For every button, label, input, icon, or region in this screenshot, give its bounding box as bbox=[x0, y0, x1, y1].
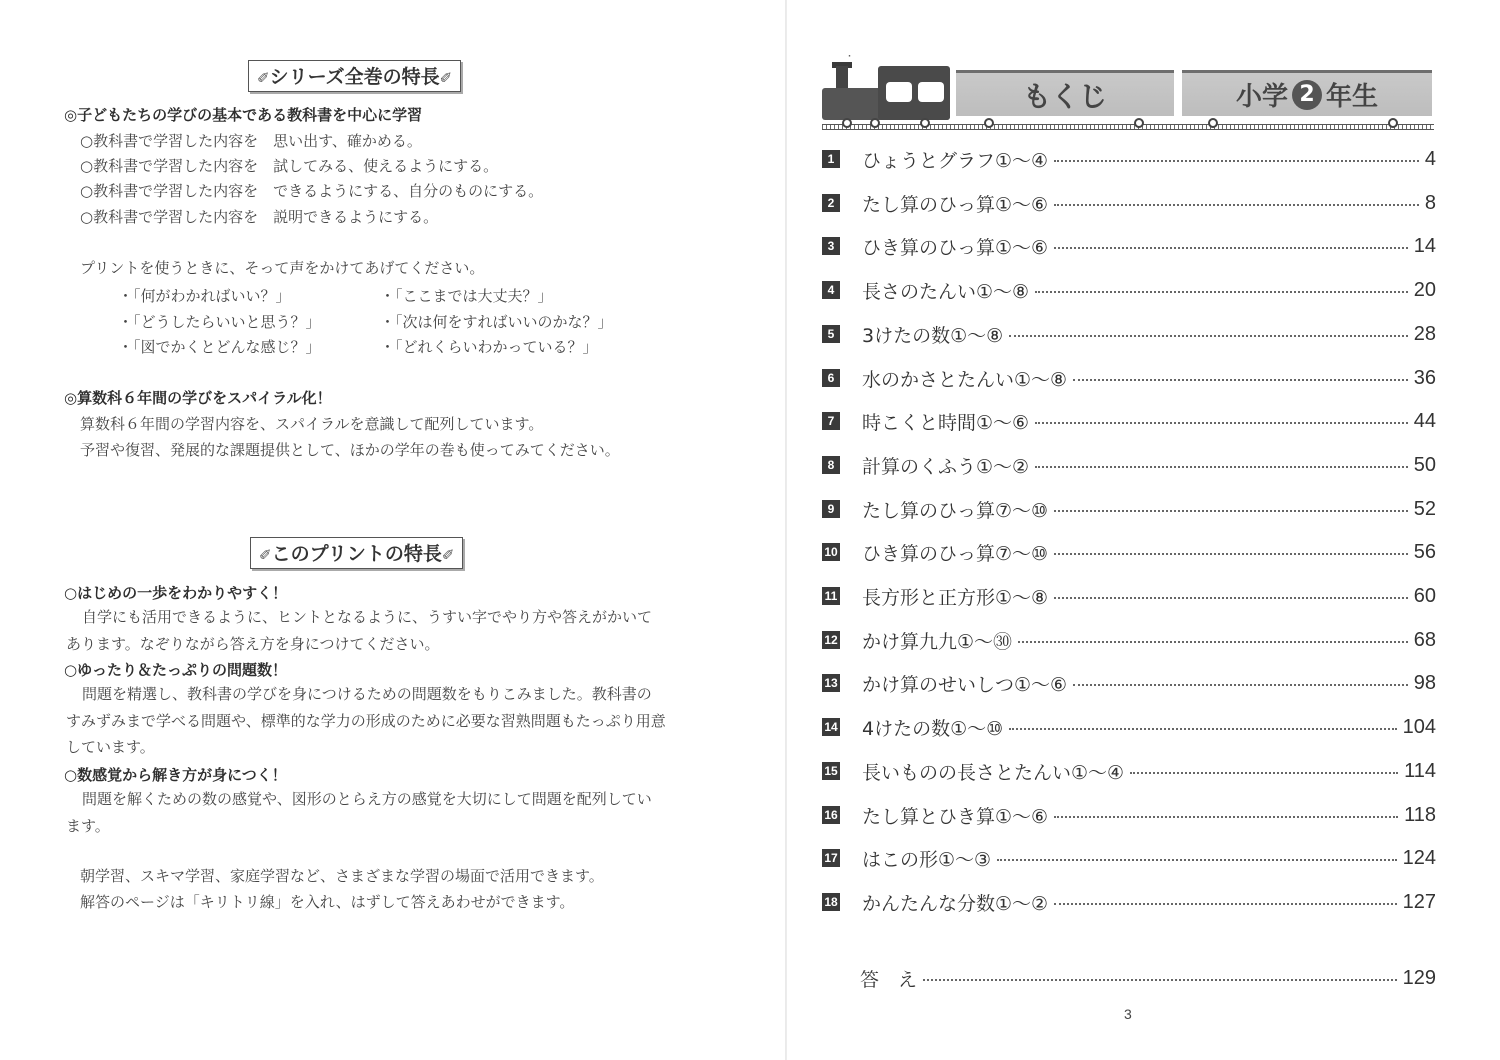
series-point: ○教科書で学習した内容を できるようにする、自分のものにする。 bbox=[80, 182, 544, 200]
grade-car bbox=[1182, 70, 1432, 116]
toc-chapter-number: 14 bbox=[822, 718, 840, 736]
toc-chapter-title: ひょうとグラフ①～④ bbox=[862, 149, 1049, 172]
leader-dots bbox=[1054, 903, 1397, 905]
print-features-title bbox=[250, 537, 463, 569]
phrase-right: ・「次は何をすればいいのかな？」 bbox=[380, 313, 613, 331]
toc-chapter-number: 2 bbox=[822, 194, 840, 212]
toc-chapter-title: たし算のひっ算①～⑥ bbox=[862, 193, 1049, 216]
toc-page-number: 14 bbox=[1413, 234, 1436, 257]
wheel-icon bbox=[1134, 118, 1144, 128]
leader-dots bbox=[1054, 553, 1408, 555]
toc-page-number: 20 bbox=[1413, 278, 1436, 301]
leader-dots bbox=[1009, 335, 1408, 337]
toc-chapter-title: かけ算九九①～㉚ bbox=[862, 630, 1013, 653]
grade-prefix: 小学 bbox=[1235, 82, 1288, 112]
leader-dots bbox=[1035, 291, 1408, 293]
page-spine bbox=[785, 0, 787, 1060]
toc-title-car bbox=[956, 70, 1174, 116]
toc-page-number: 52 bbox=[1413, 497, 1436, 520]
toc-chapter-title: かけ算のせいしつ①～⑥ bbox=[862, 673, 1068, 696]
toc-chapter-number: 5 bbox=[822, 325, 840, 343]
leader-dots bbox=[1073, 379, 1408, 381]
train-header: ˙ もくじ 小学 2 年生 bbox=[822, 58, 1442, 136]
toc-chapter-number: 11 bbox=[822, 587, 840, 605]
toc-chapter-title: 水のかさとたんい①～⑧ bbox=[862, 368, 1068, 391]
toc-row[interactable] bbox=[822, 406, 1436, 436]
toc-chapter-title: 長さのたんい①～⑧ bbox=[862, 280, 1030, 303]
toc-page-number: 56 bbox=[1413, 540, 1436, 563]
toc-page-number: 124 bbox=[1402, 846, 1436, 869]
closing-line: 解答のページは「キリトリ線」を入れ、はずして答えあわせができます。 bbox=[80, 893, 575, 911]
print-features-label: このプリントの特長 bbox=[271, 543, 442, 565]
toc-chapter-number: 6 bbox=[822, 369, 840, 387]
rail-track bbox=[822, 124, 1434, 130]
toc-chapter-number: 16 bbox=[822, 806, 840, 824]
series-heading: ◎子どもたちの学びの基本である教科書を中心に学習 bbox=[64, 106, 423, 124]
toc-row[interactable] bbox=[822, 581, 1436, 611]
spiral-heading: ◎算数科６年間の学びをスパイラル化！ bbox=[64, 389, 332, 407]
leader-dots bbox=[1130, 772, 1398, 774]
toc-chapter-number: 9 bbox=[822, 500, 840, 518]
phrase-right: ・「どれくらいわかっている？」 bbox=[380, 338, 598, 356]
toc-chapter-number: 13 bbox=[822, 674, 840, 692]
toc-row[interactable] bbox=[822, 450, 1436, 480]
series-point: ○教科書で学習した内容を 試してみる、使えるようにする。 bbox=[80, 157, 499, 175]
toc-page-number: 68 bbox=[1413, 628, 1436, 651]
toc-row[interactable] bbox=[822, 625, 1436, 655]
pencil-icon: ✐ bbox=[441, 546, 455, 564]
wheel-icon bbox=[1208, 118, 1218, 128]
toc-chapter-number: 17 bbox=[822, 849, 840, 867]
leader-dots bbox=[1054, 160, 1419, 162]
toc-page-number: 104 bbox=[1402, 715, 1436, 738]
toc-row[interactable] bbox=[822, 231, 1436, 261]
answers-page: 129 bbox=[1402, 966, 1436, 989]
toc-row[interactable] bbox=[822, 494, 1436, 524]
toc-row[interactable] bbox=[822, 275, 1436, 305]
toc-chapter-number: 18 bbox=[822, 893, 840, 911]
toc-chapter-title: 長いものの長さとたんい①～④ bbox=[862, 761, 1125, 784]
toc-row[interactable] bbox=[822, 144, 1436, 174]
toc-page-number: 44 bbox=[1413, 409, 1436, 432]
feature-text: 問題を解くための数の感覚や、図形のとらえ方の感覚を大切にして問題を配列しています。 bbox=[66, 790, 652, 835]
grade-suffix: 年生 bbox=[1326, 82, 1379, 112]
toc-chapter-title: ひき算のひっ算⑦～⑩ bbox=[862, 542, 1049, 565]
toc-row[interactable] bbox=[822, 363, 1436, 393]
feature-heading: ○ゆったり＆たっぷりの問題数！ bbox=[64, 661, 287, 679]
toc-row[interactable] bbox=[822, 668, 1436, 698]
pencil-icon: ✐ bbox=[259, 546, 272, 564]
toc-chapter-number: 15 bbox=[822, 762, 840, 780]
leader-dots bbox=[1035, 466, 1408, 468]
toc-row[interactable] bbox=[822, 756, 1436, 786]
wheel-icon bbox=[984, 118, 994, 128]
phrase-left: ・「何がわかればいい？」 bbox=[118, 287, 291, 305]
toc-chapter-title: たし算のひっ算⑦～⑩ bbox=[862, 499, 1049, 522]
series-point: ○教科書で学習した内容を 思い出す、確かめる。 bbox=[80, 132, 422, 150]
leader-dots bbox=[1054, 510, 1408, 512]
toc-page-number: 28 bbox=[1413, 322, 1436, 345]
toc-page-number: 36 bbox=[1413, 366, 1436, 389]
series-point: ○教科書で学習した内容を 説明できるようにする。 bbox=[80, 208, 439, 226]
toc-row[interactable] bbox=[822, 537, 1436, 567]
print-usage-intro: プリントを使うときに、そって声をかけてあげてください。 bbox=[80, 259, 485, 277]
toc-chapter-title: ひき算のひっ算①～⑥ bbox=[862, 236, 1049, 259]
leader-dots bbox=[1018, 641, 1408, 643]
spiral-line: 算数科６年間の学習内容を、スパイラルを意識して配列しています。 bbox=[80, 415, 544, 433]
toc-chapter-title: かんたんな分数①～② bbox=[862, 892, 1049, 915]
toc-row[interactable] bbox=[822, 319, 1436, 349]
toc-chapter-title: 長方形と正方形①～⑧ bbox=[862, 586, 1049, 609]
answers-label: 答 え bbox=[860, 968, 918, 991]
toc-chapter-number: 7 bbox=[822, 412, 840, 430]
feature-heading: ○はじめの一歩をわかりやすく！ bbox=[64, 584, 288, 602]
toc-chapter-title: 4けたの数①～⑩ bbox=[862, 717, 1004, 740]
toc-chapter-title: 時こくと時間①～⑥ bbox=[862, 411, 1030, 434]
toc-chapter-title: 計算のくふう①～② bbox=[862, 455, 1030, 478]
toc-chapter-number: 1 bbox=[822, 150, 840, 168]
phrase-left: ・「どうしたらいいと思う？」 bbox=[118, 313, 321, 331]
toc-page-number: 50 bbox=[1413, 453, 1436, 476]
toc-chapter-number: 12 bbox=[822, 631, 840, 649]
toc-page-number: 127 bbox=[1402, 890, 1436, 913]
toc-row[interactable] bbox=[822, 843, 1436, 873]
toc-page-number: 8 bbox=[1424, 191, 1436, 214]
feature-text: 自学にも活用できるように、ヒントとなるように、うすい字でやり方や答えがかいてあります。なぞりながら答え方を身につけてください。 bbox=[66, 608, 653, 653]
closing-line: 朝学習、スキマ学習、家庭学習など、さまざまな学習の場面で活用できます。 bbox=[80, 867, 604, 885]
toc-title: もくじ bbox=[1022, 79, 1107, 113]
leader-dots bbox=[1054, 204, 1419, 206]
toc-chapter-number: 3 bbox=[822, 237, 840, 255]
toc-page-number: 4 bbox=[1424, 147, 1436, 170]
grade-number: 2 bbox=[1292, 80, 1322, 110]
leader-dots bbox=[1054, 597, 1408, 599]
leader-dots bbox=[1054, 247, 1408, 249]
toc-row[interactable] bbox=[822, 712, 1436, 742]
phrase-right: ・「ここまでは大丈夫？」 bbox=[380, 287, 553, 305]
leader-dots bbox=[1054, 816, 1398, 818]
leader-dots bbox=[923, 979, 1397, 981]
toc-row[interactable] bbox=[822, 887, 1436, 917]
toc-page-number: 98 bbox=[1413, 671, 1436, 694]
page-number: 3 bbox=[1124, 1006, 1132, 1022]
toc-chapter-title: 3けたの数①～⑧ bbox=[862, 324, 1004, 347]
leader-dots bbox=[1009, 728, 1396, 730]
feature-text: 問題を精選し、教科書の学びを身につけるための問題数をもりこみました。教科書のすみずみまで学べる問題や、標準的な学力の形成のために必要な習熟問題もたっぷり用意しています。 bbox=[66, 685, 666, 756]
toc-chapter-title: たし算とひき算①～⑥ bbox=[862, 805, 1049, 828]
toc-page-number: 114 bbox=[1404, 759, 1436, 782]
pencil-icon: ✐ bbox=[257, 69, 270, 87]
wheel-icon bbox=[1388, 118, 1398, 128]
toc-chapter-number: 4 bbox=[822, 281, 840, 299]
leader-dots bbox=[997, 859, 1397, 861]
series-features-title bbox=[248, 60, 461, 92]
toc-page-number: 118 bbox=[1404, 803, 1436, 826]
toc-chapter-number: 8 bbox=[822, 456, 840, 474]
toc-row[interactable] bbox=[822, 800, 1436, 830]
feature-heading: ○数感覚から解き方が身につく！ bbox=[64, 766, 287, 784]
spiral-line: 予習や復習、発展的な課題提供として、ほかの学年の巻も使ってみてください。 bbox=[80, 441, 620, 459]
toc-page-number: 60 bbox=[1413, 584, 1436, 607]
pencil-icon: ✐ bbox=[439, 69, 453, 87]
toc-chapter-number: 10 bbox=[822, 543, 840, 561]
toc-chapter-title: はこの形①～③ bbox=[862, 848, 992, 871]
series-features-label: シリーズ全巻の特長 bbox=[269, 66, 440, 88]
answers-row[interactable] bbox=[860, 963, 1436, 993]
leader-dots bbox=[1035, 422, 1408, 424]
leader-dots bbox=[1073, 684, 1408, 686]
toc-row[interactable] bbox=[822, 188, 1436, 218]
phrase-left: ・「図でかくとどんな感じ？」 bbox=[118, 338, 321, 356]
